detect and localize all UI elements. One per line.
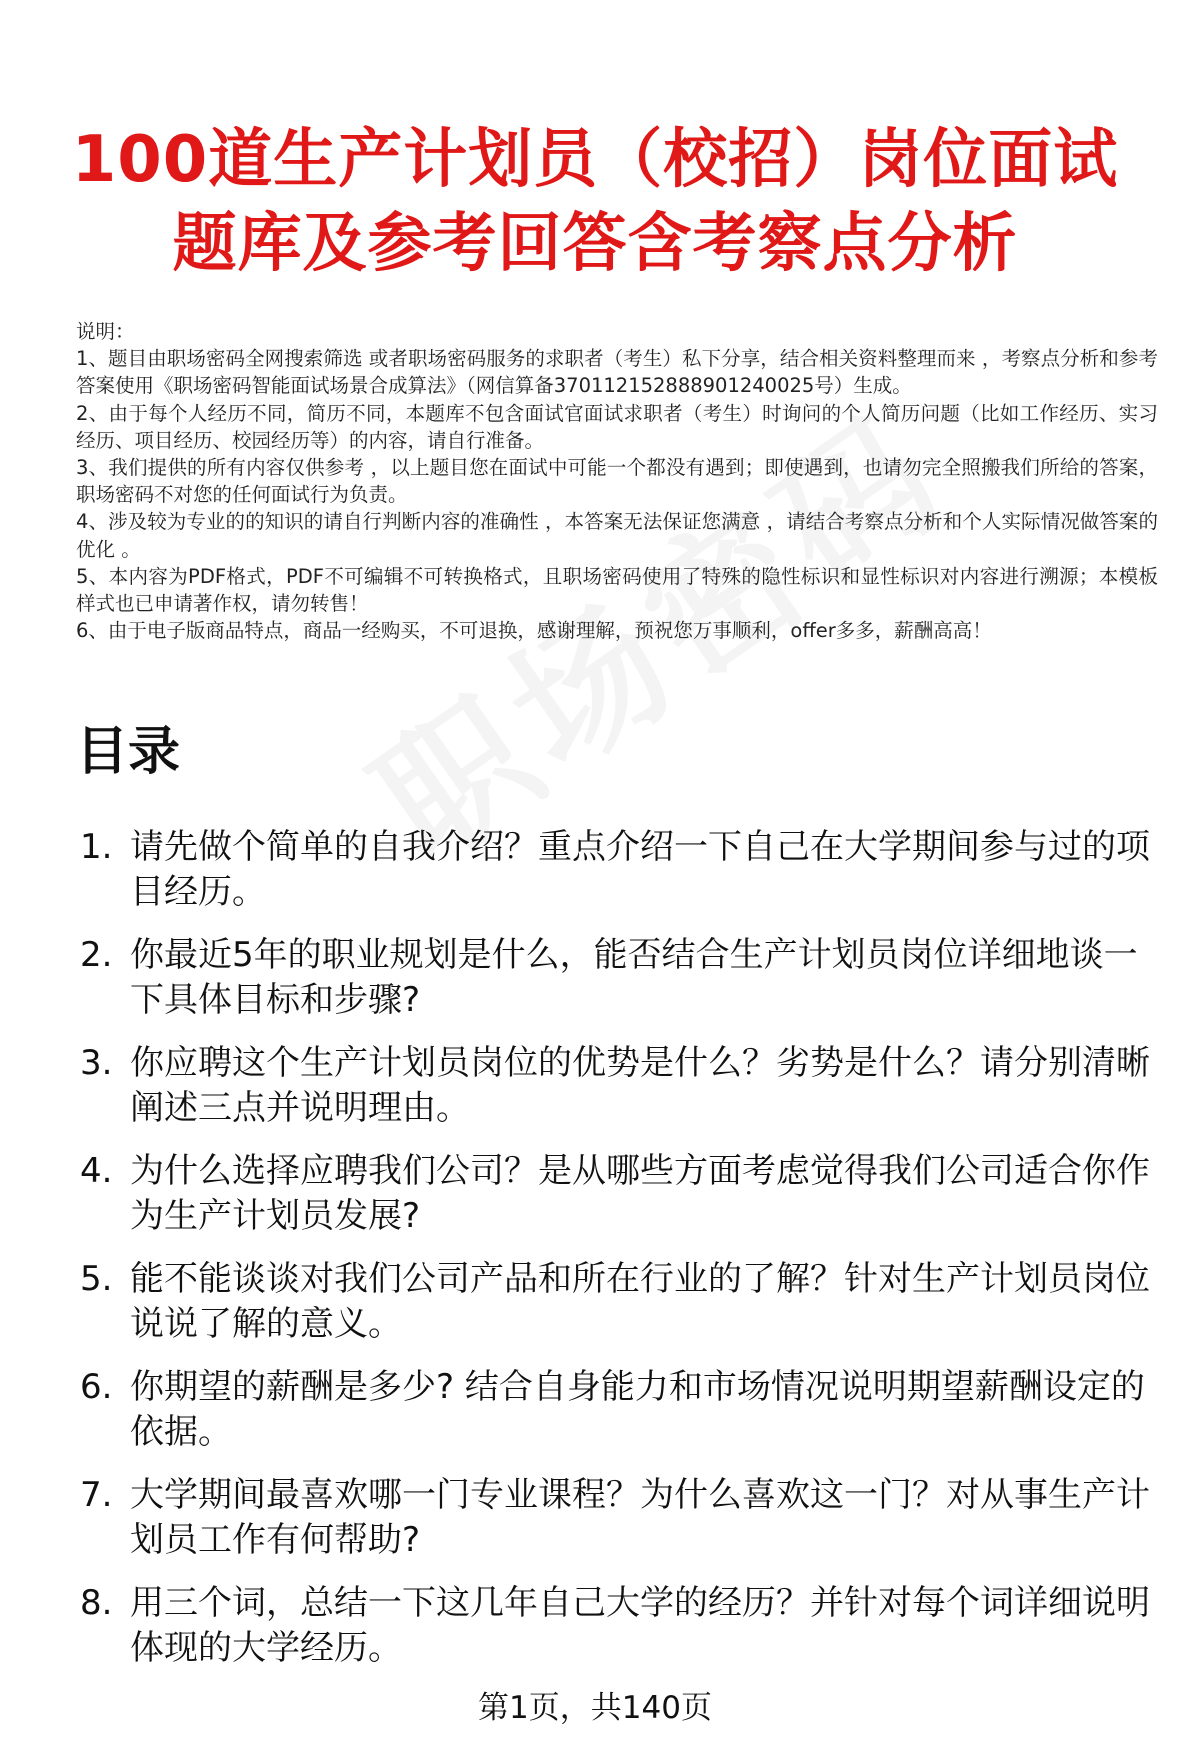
toc-item[interactable] [80,1473,1162,1581]
toc-item[interactable] [80,1365,1162,1473]
toc-item-text: 能不能谈谈对我们公司产品和所在行业的了解？针对生产计划员岗位说说了解的意义。 [130,1259,1150,1344]
toc-item[interactable] [80,933,1162,1041]
toc-item[interactable] [80,1257,1162,1365]
toc-item-text: 为什么选择应聘我们公司？是从哪些方面考虑觉得我们公司适合你作为生产计划员发展? [130,1151,1150,1236]
toc-item[interactable] [80,1041,1162,1149]
toc-item-number: 4. [80,1151,113,1191]
page-footer: 第1页，共140页 [478,1690,712,1726]
toc-item-number: 6. [80,1367,113,1407]
title-line-2: 题库及参考回答含考察点分析 [172,207,1018,281]
note-item: 6、由于电子版商品特点，商品一经购买，不可退换，感谢理解，预祝您万事顺利，offer多多，薪酬高高！ [76,619,992,643]
toc-item[interactable] [80,1149,1162,1257]
note-item: 4、涉及较为专业的的知识的请自行判断内容的准确性 ，本答案无法保证您满意 ，请结合考察点分析和个人实际情况做答案的优化 。 [76,510,1158,561]
document-title [40,118,1150,286]
toc-item-number: 3. [80,1043,113,1083]
toc-item-text: 你期望的薪酬是多少? 结合自身能力和市场情况说明期望薪酬设定的依据。 [130,1367,1145,1452]
toc-item-number: 2. [80,935,113,975]
note-item: 2、由于每个人经历不同，简历不同，本题库不包含面试官面试求职者（考生）时询问的个人简历问题（比如工作经历、实习经历、项目经历、校园经历等）的内容，请自行准备。 [76,401,1158,452]
toc-item-text: 大学期间最喜欢哪一门专业课程？为什么喜欢这一门？对从事生产计划员工作有何帮助? [130,1475,1150,1560]
toc-item-number: 8. [80,1583,113,1623]
toc-item-number: 5. [80,1259,113,1299]
toc-item-number: 1. [80,827,113,867]
note-item: 3、我们提供的所有内容仅供参考 ，以上题目您在面试中可能一个都没有遇到；即使遇到，也请勿完全照搬我们所给的答案，职场密码不对您的任何面试行为负责。 [76,456,1158,507]
toc-item-text: 用三个词，总结一下这几年自己大学的经历？并针对每个词详细说明体现的大学经历。 [130,1583,1150,1668]
notes-heading: 说明： [76,320,135,343]
toc-item-text: 你应聘这个生产计划员岗位的优势是什么？劣势是什么？请分别清晰阐述三点并说明理由。 [130,1043,1150,1128]
note-item: 1、题目由职场密码全网搜索筛选 或者职场密码服务的求职者（考生）私下分享，结合相关资料整理而来 ，考察点分析和参考答案使用《职场密码智能面试场景合成算法》（网信算备370112152888901240025号）生成。 [76,347,1158,398]
title-line-1: 100道生产计划员（校招）岗位面试 [71,123,1119,197]
notes-section [76,318,1158,644]
toc-item-number: 7. [80,1475,113,1515]
toc-item[interactable] [80,1581,1162,1689]
toc-list [80,825,1162,1689]
toc-item-text: 请先做个简单的自我介绍？重点介绍一下自己在大学期间参与过的项目经历。 [130,827,1150,912]
toc-item-text: 你最近5年的职业规划是什么，能否结合生产计划员岗位详细地谈一下具体目标和步骤? [130,935,1138,1020]
toc-heading: 目录 [76,722,181,782]
toc-item[interactable] [80,825,1162,933]
note-item: 5、本内容为PDF格式，PDF不可编辑不可转换格式，且职场密码使用了特殊的隐性标识和显性标识对内容进行溯源；本模板样式也已申请著作权，请勿转售！ [76,564,1158,616]
